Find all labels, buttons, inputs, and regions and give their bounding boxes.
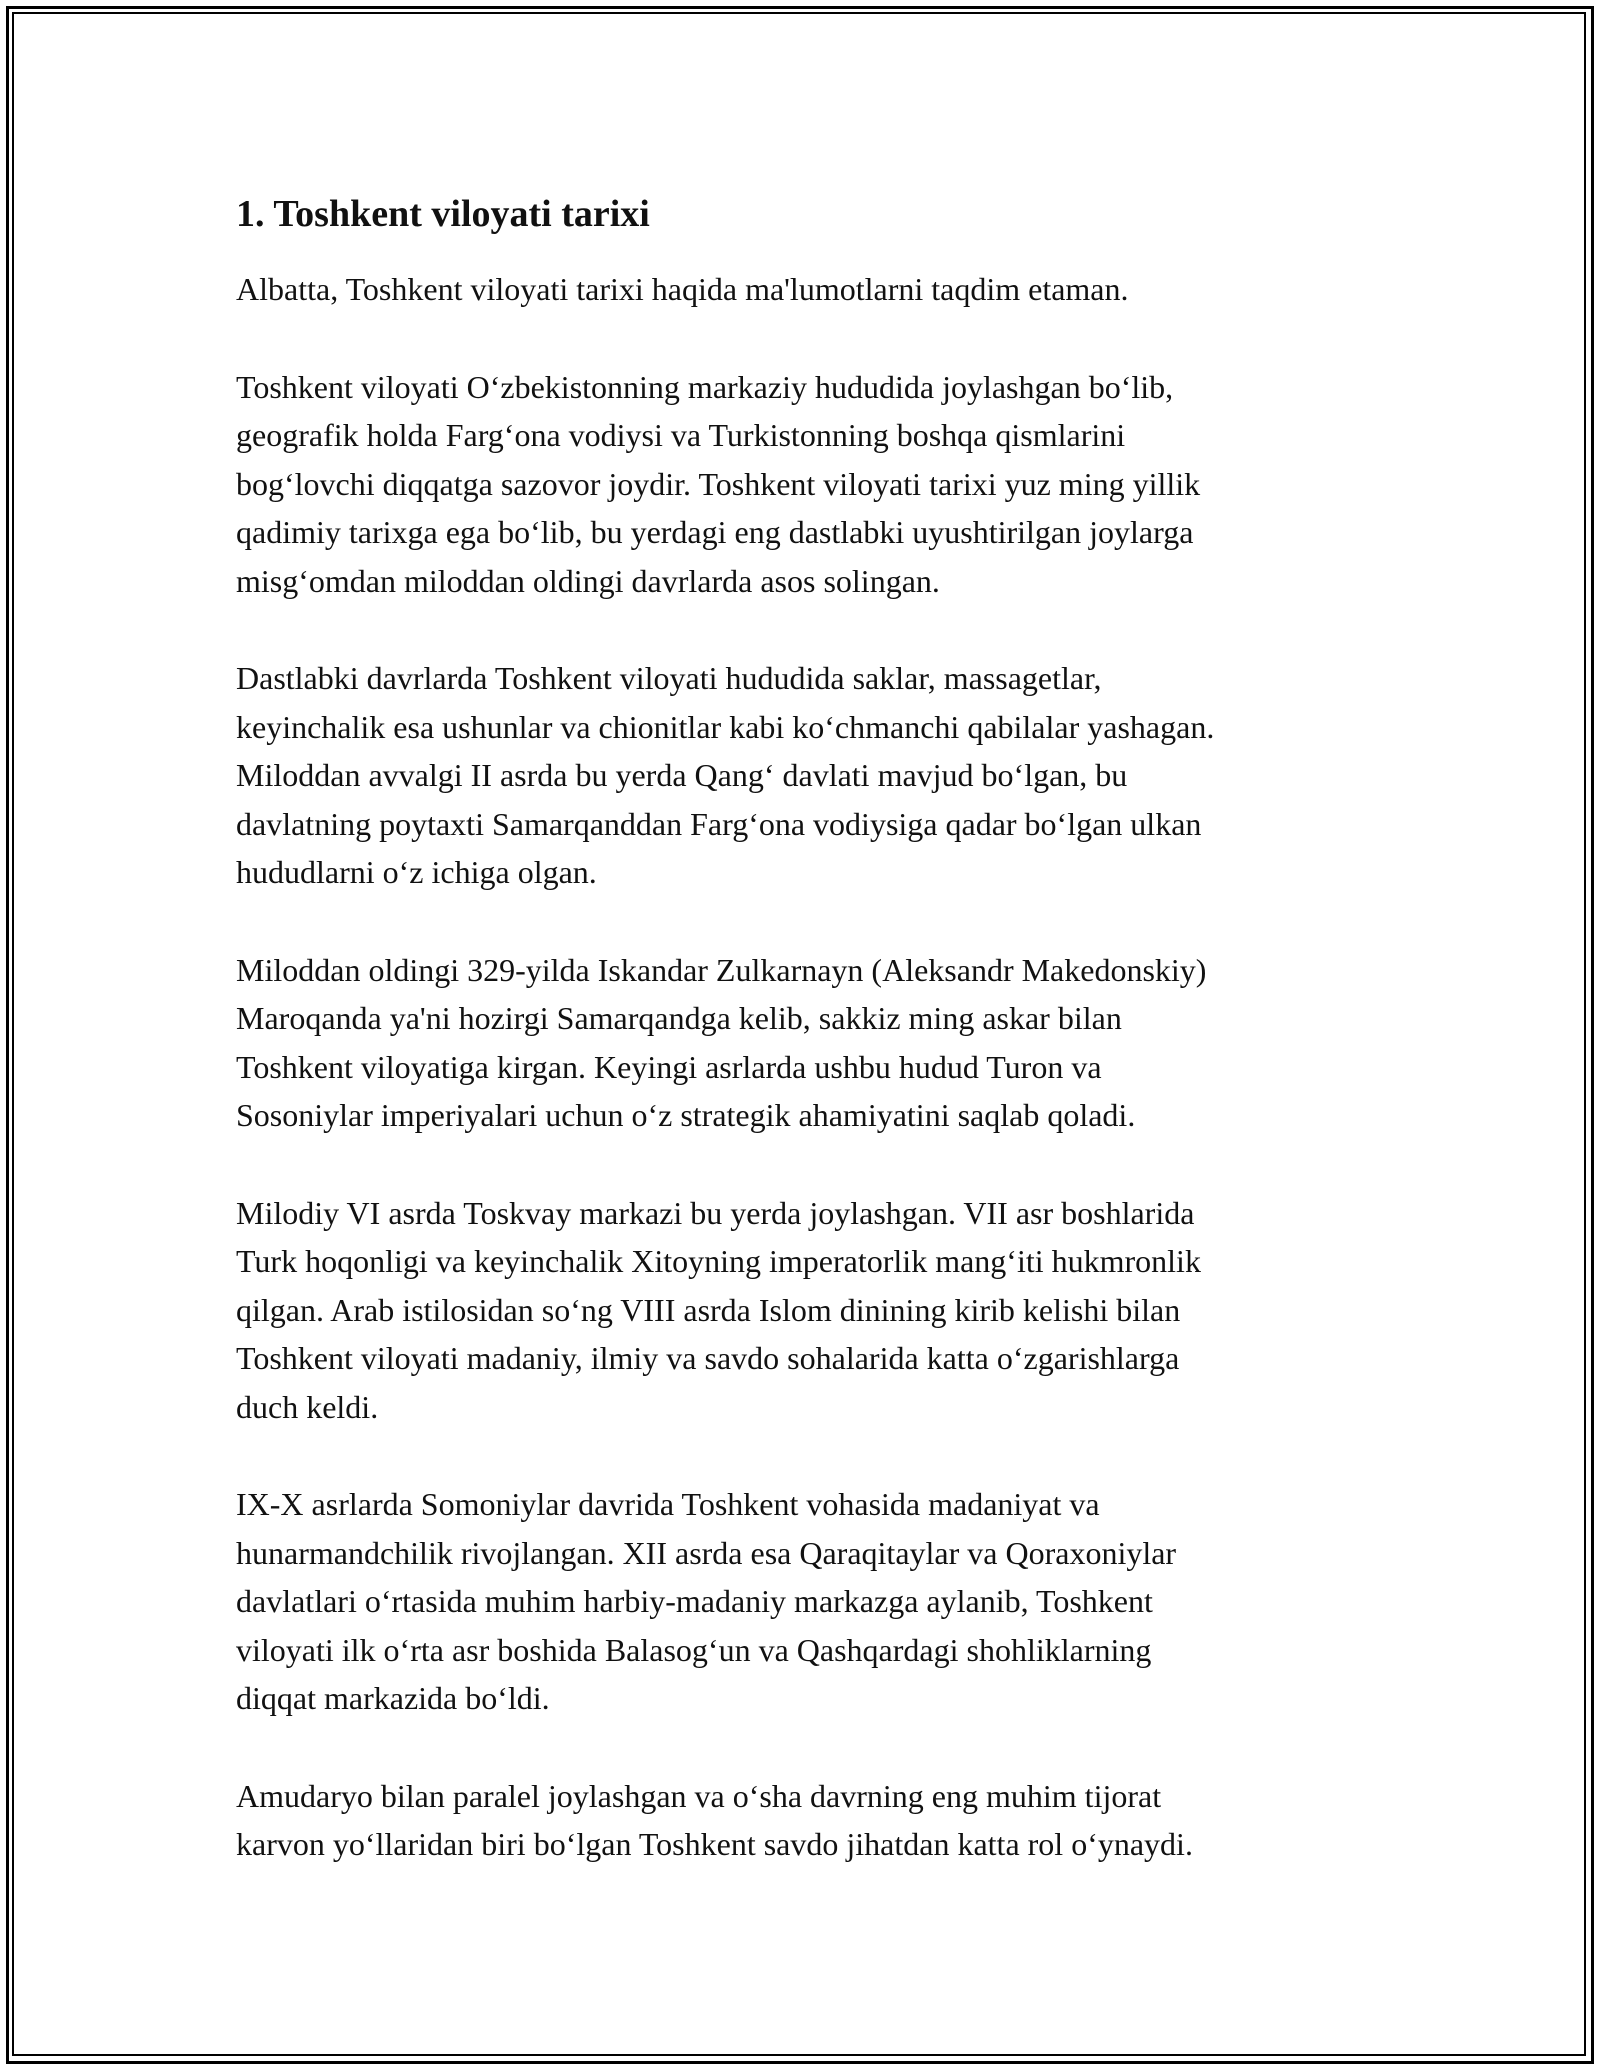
document-body [236, 186, 1366, 1918]
paragraph [236, 1772, 1366, 1869]
text-line: Toshkent viloyati O‘zbekistonning markaziy hududida joylashgan bo‘lib, [236, 368, 1174, 405]
text-line: karvon yo‘llaridan biri bo‘lgan Toshkent savdo jihatdan katta rol o‘ynaydi. [236, 1826, 1193, 1862]
text-line: duch keldi. [236, 1388, 379, 1425]
paragraph [236, 363, 1366, 606]
text-line: hunarmandchilik rivojlangan. XII asrda esa Qaraqitaylar va Qoraxoniylar [236, 1534, 1177, 1571]
paragraph [236, 946, 1366, 1140]
text-line: Amudaryo bilan paralel joylashgan va o‘sha davrning eng muhim tijorat [236, 1777, 1162, 1814]
text-line: Albatta, Toshkent viloyati tarixi haqida ma'lumotlarni taqdim etaman. [236, 271, 1129, 307]
text-line: Miloddan oldingi 329-yilda Iskandar Zulkarnayn (Aleksandr Makedonskiy) [236, 951, 1207, 988]
text-line: Dastlabki davrlarda Toshkent viloyati hududida saklar, massagetlar, [236, 660, 1102, 696]
paragraph [236, 1189, 1366, 1432]
text-line: Milodiy VI asrda Toskvay markazi bu yerda joylashgan. VII asr boshlarida [236, 1194, 1195, 1231]
text-line: Sosoniylar imperiyalari uchun o‘z strategik ahamiyatini saqlab qoladi. [236, 1097, 1136, 1133]
text-line: qilgan. Arab istilosidan so‘ng VIII asrda Islom dinining kirib kelishi bilan [236, 1291, 1181, 1328]
paragraph-list [236, 265, 1366, 1869]
text-line: Toshkent viloyatiga kirgan. Keyingi asrlarda ushbu hudud Turon va [236, 1048, 1102, 1085]
text-line: misg‘omdan miloddan oldingi davrlarda asos solingan. [236, 562, 940, 599]
text-line: bog‘lovchi diqqatga sazovor joydir. Toshkent viloyati tarixi yuz ming yillik [236, 465, 1201, 502]
text-line: hududlarni o‘z ichiga olgan. [236, 854, 597, 890]
document-title: 1. Toshkent viloyati tarixi [236, 193, 650, 235]
text-line: keyinchalik esa ushunlar va chionitlar kabi ko‘chmanchi qabilalar yashagan. [236, 708, 1215, 745]
text-line: qadimiy tarixga ega bo‘lib, bu yerdagi eng dastlabki uyushtirilgan joylarga [236, 514, 1194, 550]
text-line: davlatning poytaxti Samarqanddan Farg‘ona vodiysiga qadar bo‘lgan ulkan [236, 805, 1202, 842]
text-line: davlatlari o‘rtasida muhim harbiy-madaniy markazga aylanib, Toshkent [236, 1583, 1153, 1619]
paragraph [236, 265, 1366, 314]
text-line: Maroqanda ya'ni hozirgi Samarqandga kelib, sakkiz ming askar bilan [236, 1000, 1122, 1036]
text-line: Miloddan avvalgi II asrda bu yerda Qang‘ davlati mavjud bo‘lgan, bu [236, 757, 1128, 793]
text-line: IX-X asrlarda Somoniylar davrida Toshkent vohasida madaniyat va [236, 1486, 1100, 1522]
text-line: Turk hoqonligi va keyinchalik Xitoyning imperatorlik mang‘iti hukmronlik [236, 1243, 1201, 1279]
paragraph [236, 654, 1366, 897]
text-line: viloyati ilk o‘rta asr boshida Balasog‘un va Qashqardagi shohliklarning [236, 1631, 1152, 1668]
text-line: Toshkent viloyati madaniy, ilmiy va savdo sohalarida katta o‘zgarishlarga [236, 1340, 1180, 1376]
text-line: geografik holda Farg‘ona vodiysi va Turkistonning boshqa qismlarini [236, 417, 1126, 453]
paragraph [236, 1480, 1366, 1723]
text-line: diqqat markazida bo‘ldi. [236, 1680, 550, 1716]
